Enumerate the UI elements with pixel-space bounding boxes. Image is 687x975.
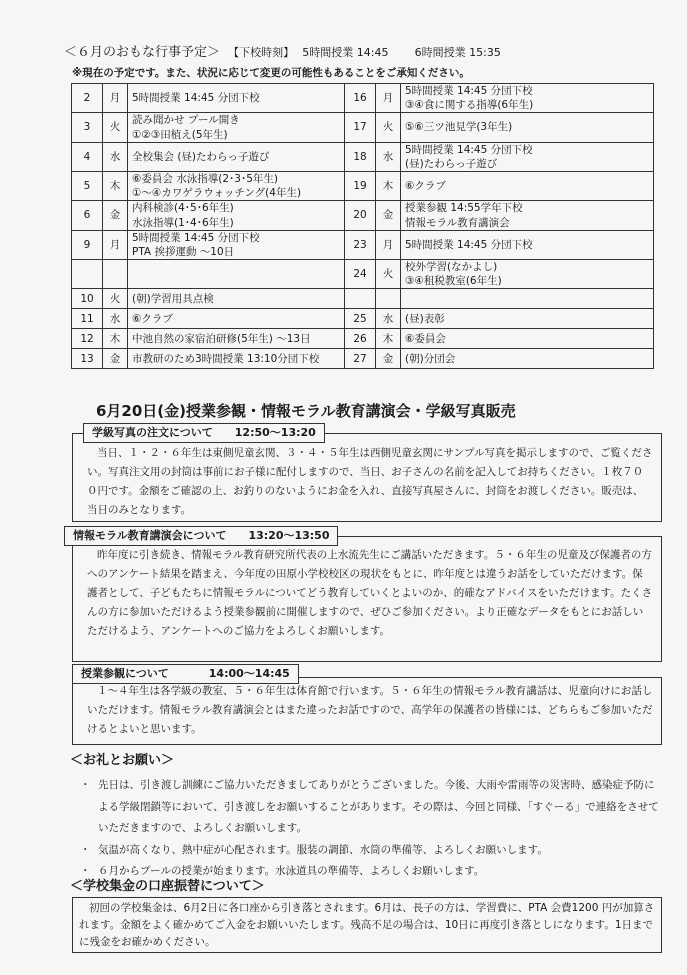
calendar-events-right	[401, 172, 654, 201]
calendar-weekday-right: 水	[376, 309, 401, 329]
calendar-weekday-right: 木	[376, 172, 401, 201]
schedule-notice: ※現在の予定です。また、状況に応じて変更の可能性もあることをご承知ください。	[72, 67, 470, 79]
calendar-events-left	[128, 201, 345, 230]
calendar-events-right	[401, 113, 654, 142]
calendar-event: 5時間授業 14:45 分団下校	[405, 238, 533, 251]
calendar-weekday-right: 月	[376, 84, 401, 113]
calendar-row	[72, 349, 654, 369]
calendar-row	[72, 113, 654, 142]
calendar-day-right: 23	[345, 230, 376, 259]
section-time: 12:50～13:20	[234, 426, 316, 439]
calendar-event: ③④食に関する指導(6年生)	[405, 99, 534, 112]
calendar-day-left: 9	[72, 230, 103, 259]
page-title: ＜６月のおもな行事予定＞	[64, 45, 221, 60]
calendar-event: 水泳指導(1･4･6年生)	[132, 216, 234, 229]
calendar-weekday-left: 月	[103, 84, 128, 113]
calendar-day-right: 27	[345, 349, 376, 369]
calendar-events-left	[128, 289, 345, 309]
calendar-row	[72, 230, 654, 259]
calendar-day-left: 13	[72, 349, 103, 369]
section-time: 13:20～13:50	[248, 529, 330, 542]
calendar-event: 5時間授業 14:45 分団下校	[132, 231, 260, 244]
section-class-heading	[72, 664, 299, 684]
calendar-weekday-left: 火	[103, 289, 128, 309]
calendar-day-right: 26	[345, 329, 376, 349]
calendar-event: ⑥委員会	[405, 332, 446, 345]
calendar-event: (昼)表彰	[405, 312, 445, 325]
dismissal-5: 5時間授業 14:45	[302, 46, 389, 59]
calendar-event: 市教研のため3時間授業 13:10分団下校	[132, 352, 320, 365]
calendar-event: 中池自然の家宿泊研修(5年生) ～13日	[132, 332, 311, 345]
calendar-events-right	[401, 289, 654, 309]
calendar-events-right	[401, 230, 654, 259]
calendar-row	[72, 309, 654, 329]
calendar-row	[72, 84, 654, 113]
calendar-event: ①～④カワゲラウォッチング(4年生)	[132, 187, 302, 200]
calendar-day-left: 5	[72, 172, 103, 201]
calendar-event: 全校集会 (昼)たわらっ子遊び	[132, 150, 270, 163]
calendar-weekday-right	[376, 289, 401, 309]
calendar-day-right: 20	[345, 201, 376, 230]
calendar-events-right	[401, 329, 654, 349]
calendar-day-left	[72, 260, 103, 289]
calendar-weekday-right: 火	[376, 260, 401, 289]
calendar-weekday-left: 金	[103, 201, 128, 230]
calendar-day-left: 4	[72, 142, 103, 171]
calendar-weekday-left: 火	[103, 113, 128, 142]
bullet-icon: ・	[80, 843, 91, 856]
calendar-event: 校外学習(なかよし)	[405, 261, 498, 274]
calendar-weekday-right: 木	[376, 329, 401, 349]
section-photo-heading	[83, 423, 325, 443]
calendar-event: (昼)たわらっ子遊び	[405, 157, 498, 170]
calendar-row	[72, 260, 654, 289]
calendar-event: 内科検診(4･5･6年生)	[132, 202, 234, 215]
list-item: ・ 先日は、引き渡し訓練にご協力いただきましてありがとうございました。今後、大雨や雷雨等の災害時、感染症予防による学級閉鎖等において、引き渡しをお願いすることがあります。その際は、今回と同様、「すぐーる」で連絡をさせていただきますので、よろしくお願いします。	[80, 775, 660, 840]
calendar-row	[72, 289, 654, 309]
calendar-weekday-left: 木	[103, 172, 128, 201]
calendar-event: ⑤⑥三ツ池見学(3年生)	[405, 121, 513, 134]
calendar-event: ⑥クラブ	[405, 180, 446, 193]
calendar-weekday-left: 金	[103, 349, 128, 369]
calendar-weekday-right: 火	[376, 113, 401, 142]
calendar-day-right: 16	[345, 84, 376, 113]
calendar-events-right	[401, 260, 654, 289]
calendar-event: ③④租税教室(6年生)	[405, 275, 502, 288]
bank-body: 初回の学校集金は、6月2日に各口座から引き落とされます。6月は、長子の方は、学習費に、PTA 会費1200 円が加算されます。金額をよく確かめてご入金をお願いいたします。残高不足の場合は、10日に再度引き落としになります。1日までに残金をお確かめください。	[72, 897, 662, 953]
calendar-events-left	[128, 172, 345, 201]
calendar-events-left	[128, 329, 345, 349]
calendar-event: 5時間授業 14:45 分団下校	[405, 143, 533, 156]
bank-heading: ＜学校集金の口座振替について＞	[70, 879, 265, 894]
calendar-events-left	[128, 84, 345, 113]
calendar-event: (朝)分団会	[405, 352, 456, 365]
calendar-event: PTA 挨拶運動 ～10日	[132, 245, 235, 258]
thanks-heading: ＜お礼とお願い＞	[70, 753, 175, 768]
calendar-day-right	[345, 289, 376, 309]
calendar-events-right	[401, 349, 654, 369]
schedule-header	[64, 44, 664, 63]
calendar-row	[72, 142, 654, 171]
calendar-day-right: 24	[345, 260, 376, 289]
calendar-weekday-left: 木	[103, 329, 128, 349]
calendar-events-left	[128, 260, 345, 289]
calendar-event: ①②③田植え(5年生)	[132, 128, 228, 141]
calendar-event: 5時間授業 14:45 分団下校	[405, 85, 533, 97]
list-item: ・ 気温が高くなり、熱中症が心配されます。服装の調節、水筒の準備等、よろしくお願いします。	[80, 840, 660, 862]
section-lecture-body: 昨年度に引き続き、情報モラル教育研究所代表の上水流先生にご講話いただきます。５・６年生の児童及び保護者の方へのアンケート結果を踏まえ、今年度の田原小学校校区の現状をもとに、昨年度とは違うお話をしていただけます。保護者として、子どもたちに情報モラルについてどう教育していくとよいのか、的確なアドバイスをいただけます。たくさんの方に参加いただけるよう授業参観前に開催しますので、ぜひご参加ください。より正確なデータをもとにお話しいただけるよう、アンケートへのご協力をよろしくお願いします。	[72, 536, 662, 662]
calendar-weekday-right: 金	[376, 201, 401, 230]
section-class-body: １～４年生は各学級の教室、５・６年生は体育館で行います。５・６年生の情報モラル教育講話は、児童向けにお話しいただけます。情報モラル教育講演会とはまた違ったお話ですので、高学年の保護者の皆様には、どちらもご参加いただけるとよいと思います。	[72, 677, 662, 745]
calendar-events-right	[401, 309, 654, 329]
calendar-events-left	[128, 113, 345, 142]
event-calendar	[71, 83, 654, 369]
calendar-event: ⑥クラブ	[132, 312, 173, 325]
section-lecture-heading	[64, 526, 338, 546]
calendar-day-left: 10	[72, 289, 103, 309]
bullet-icon: ・	[80, 779, 91, 791]
event-banner: 6月20日(金)授業参観・情報モラル教育講演会・学級写真販売	[96, 402, 516, 420]
calendar-row	[72, 172, 654, 201]
section-photo-body: 当日、１・２・６年生は東側児童玄関、３・４・５年生は西側児童玄関にサンプル写真を掲示しますので、ご覧ください。写真注文用の封筒は事前にお子様に配付しますので、当日、お子さんの名前を記入してお持ちください。１枚７００円です。金額をご確認の上、お釣りのないようにお金を入れ、直接写真屋さんに、封筒をお渡しください。販売は、当日のみとなります。	[72, 433, 662, 522]
calendar-day-right: 19	[345, 172, 376, 201]
calendar-events-left	[128, 230, 345, 259]
calendar-weekday-left: 月	[103, 230, 128, 259]
calendar-day-left: 6	[72, 201, 103, 230]
calendar-day-right: 25	[345, 309, 376, 329]
calendar-row	[72, 201, 654, 230]
calendar-event: 授業参観 14:55学年下校	[405, 202, 523, 215]
calendar-events-left	[128, 309, 345, 329]
calendar-day-right: 17	[345, 113, 376, 142]
calendar-row	[72, 329, 654, 349]
bullet-icon: ・	[80, 865, 91, 877]
calendar-events-left	[128, 349, 345, 369]
section-title: 学級写真の注文について	[92, 426, 213, 439]
calendar-day-left: 3	[72, 113, 103, 142]
list-item: ・ ６月からプールの授業が始まります。水泳道具の準備等、よろしくお願いします。	[80, 861, 660, 883]
calendar-weekday-left: 水	[103, 309, 128, 329]
calendar-day-right: 18	[345, 142, 376, 171]
dismissal-6: 6時間授業 15:35	[414, 46, 501, 59]
calendar-events-left	[128, 142, 345, 171]
calendar-day-left: 12	[72, 329, 103, 349]
calendar-events-right	[401, 84, 654, 113]
section-title: 授業参観について	[81, 667, 169, 680]
calendar-weekday-right: 月	[376, 230, 401, 259]
calendar-event: 5時間授業 14:45 分団下校	[132, 92, 260, 105]
calendar-event: 読み聞かせ プール開き	[132, 114, 240, 127]
calendar-event: (朝)学習用具点検	[132, 292, 214, 305]
calendar-day-left: 11	[72, 309, 103, 329]
calendar-weekday-left: 水	[103, 142, 128, 171]
dismissal-label: 【下校時刻】	[228, 46, 295, 59]
calendar-weekday-left	[103, 260, 128, 289]
calendar-event: 情報モラル教育講演会	[405, 216, 510, 229]
calendar-weekday-right: 金	[376, 349, 401, 369]
calendar-event: ⑥委員会 水泳指導(2･3･5年生)	[132, 173, 278, 186]
calendar-events-right	[401, 201, 654, 230]
calendar-day-left: 2	[72, 84, 103, 113]
section-time: 14:00～14:45	[208, 667, 290, 680]
thanks-list	[80, 775, 660, 883]
calendar-weekday-right: 水	[376, 142, 401, 171]
calendar-events-right	[401, 142, 654, 171]
section-title: 情報モラル教育講演会について	[73, 529, 227, 542]
